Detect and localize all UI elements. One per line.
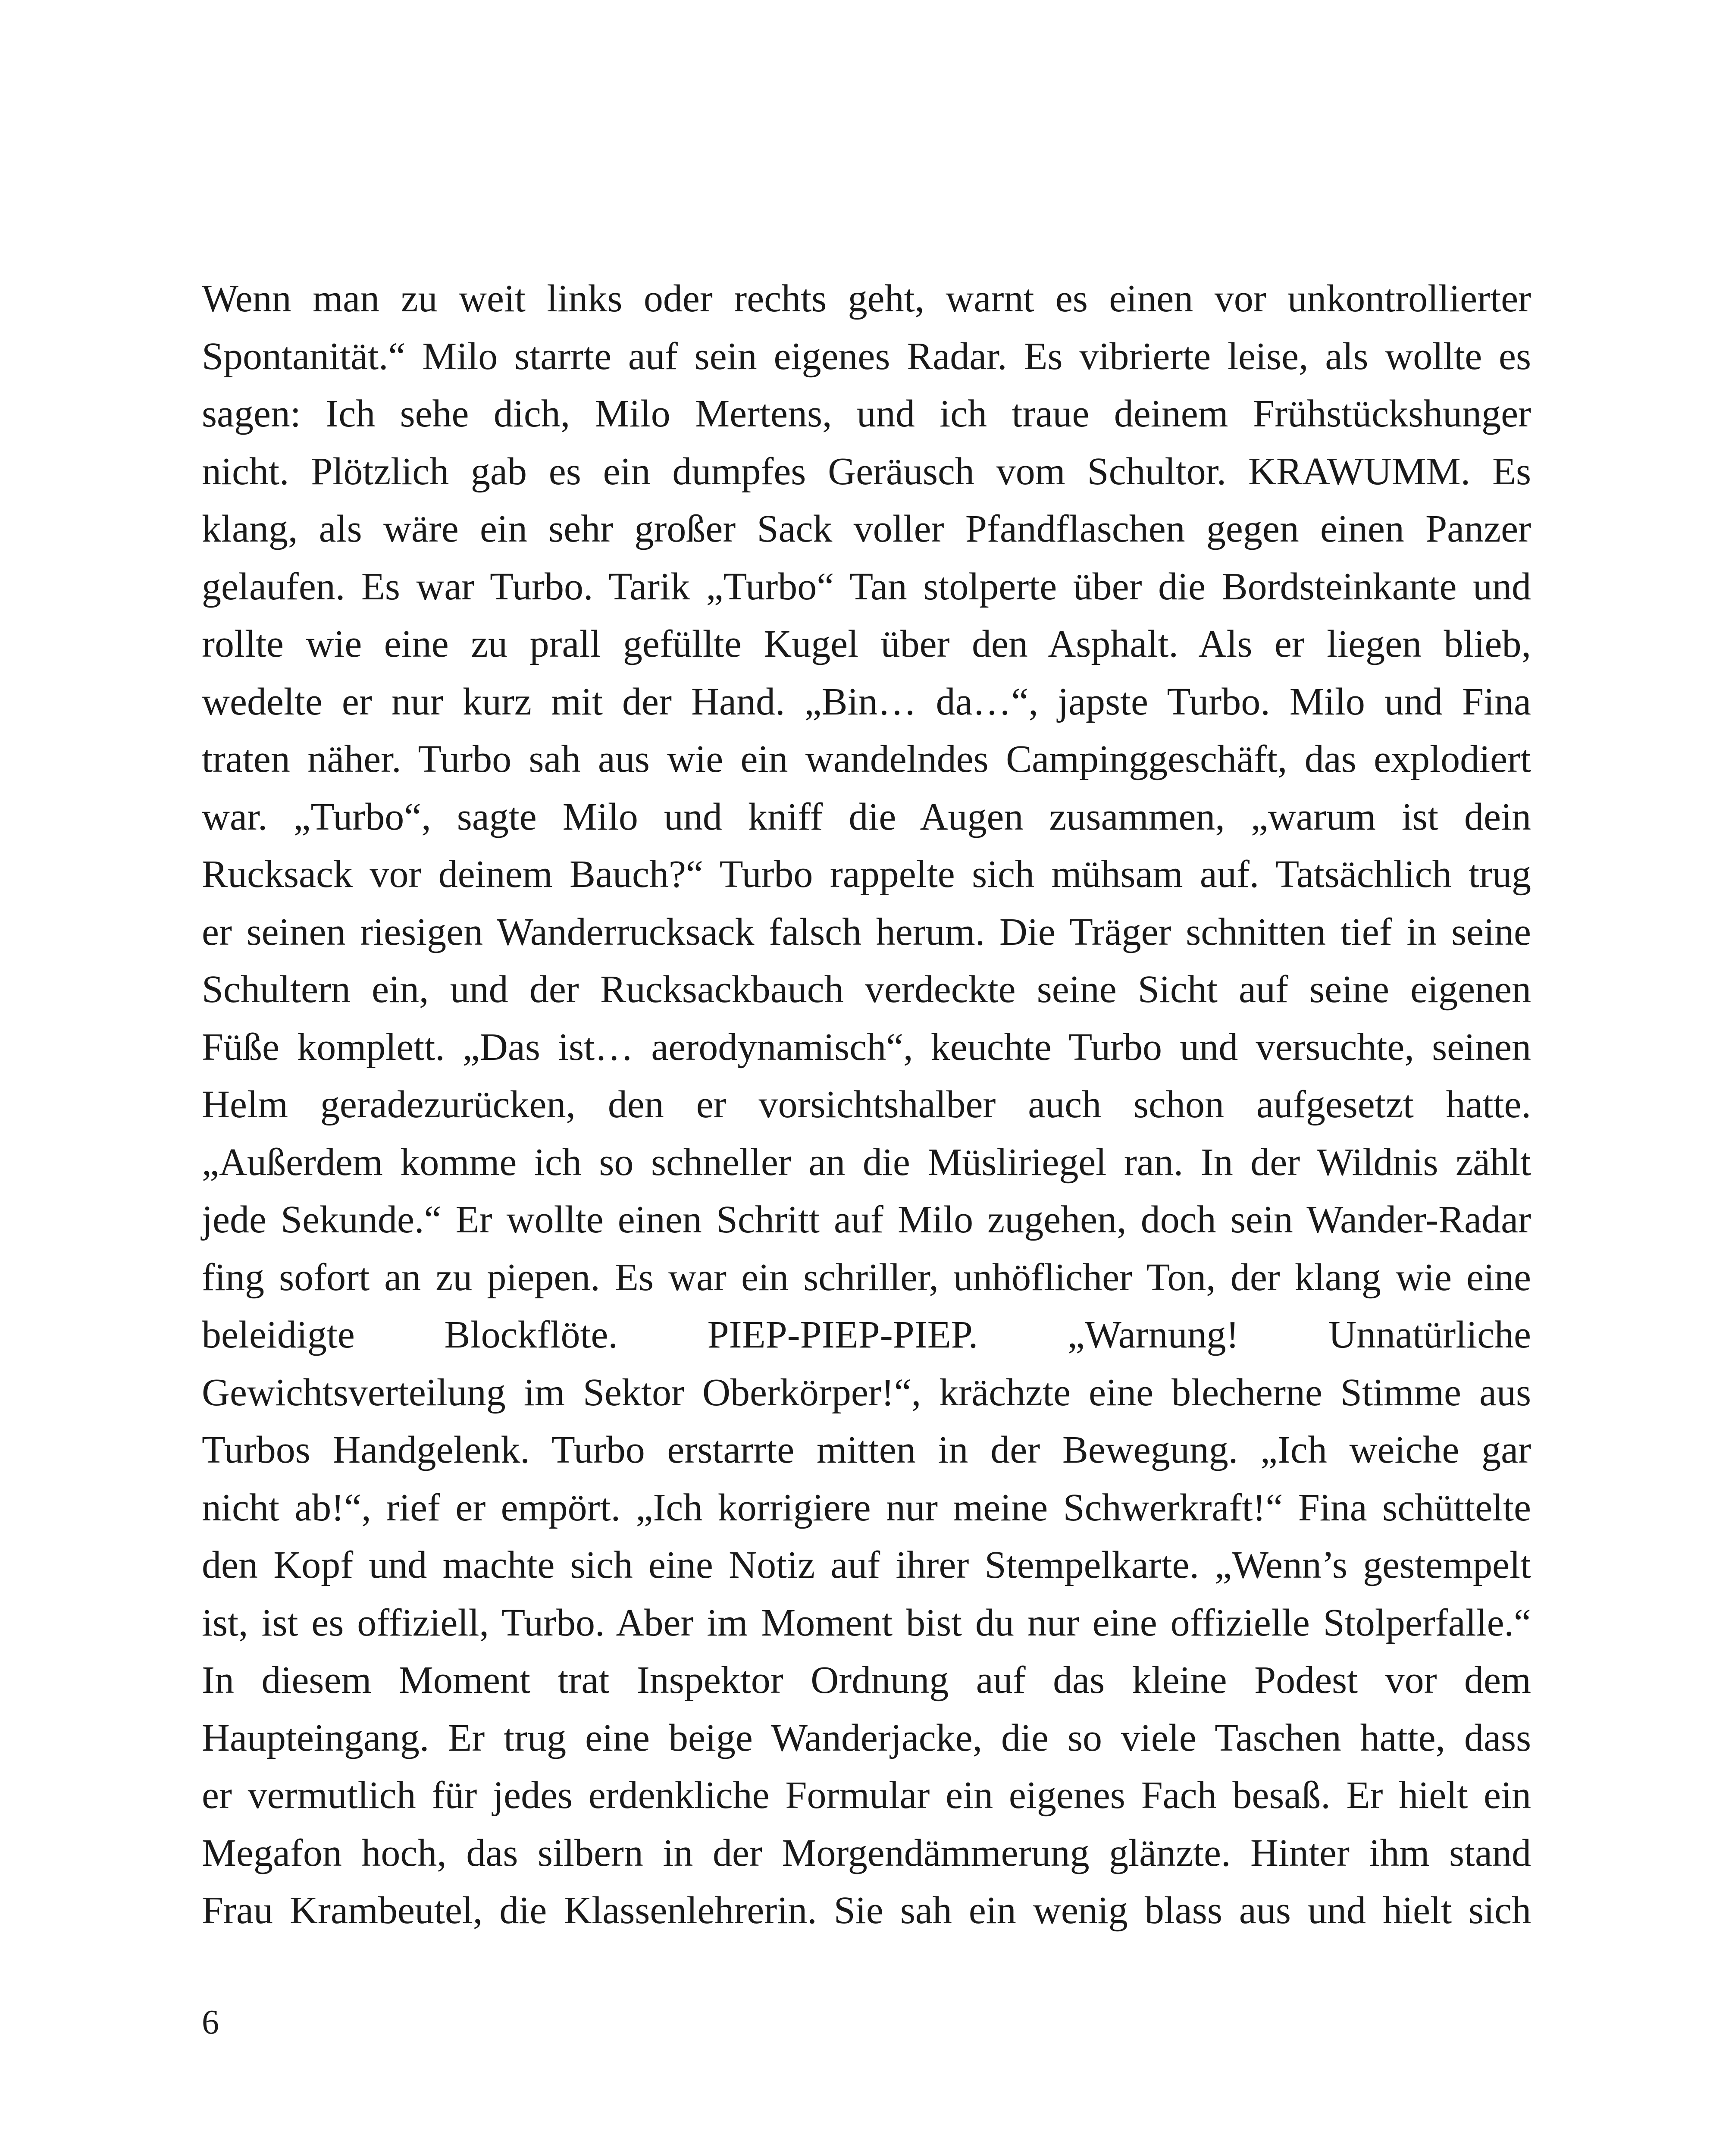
text-line: Haupteingang. Er trug eine beige Wanderjacke, die so viele Taschen hatte, dass <box>202 1716 1531 1759</box>
text-line: Wenn man zu weit links oder rechts geht, warnt es einen vor unkontrollierter <box>202 277 1531 320</box>
text-line: den Kopf und machte sich eine Notiz auf ihrer Stempelkarte. „Wenn’s gestempelt <box>202 1544 1531 1586</box>
text-line: „Außerdem komme ich so schneller an die Müsliriegel ran. In der Wildnis zählt <box>202 1141 1531 1184</box>
text-line: In diesem Moment trat Inspektor Ordnung auf das kleine Podest vor dem <box>202 1659 1531 1702</box>
text-line: er seinen riesigen Wanderrucksack falsch herum. Die Träger schnitten tief in seine <box>202 910 1531 953</box>
text-line: jede Sekunde.“ Er wollte einen Schritt auf Milo zugehen, doch sein Wander-Radar <box>202 1198 1531 1241</box>
text-line: Rucksack vor deinem Bauch?“ Turbo rappelte sich mühsam auf. Tatsächlich trug <box>202 853 1531 896</box>
text-line: Spontanität.“ Milo starrte auf sein eigenes Radar. Es vibrierte leise, als wollte es <box>202 335 1531 378</box>
text-line: nicht ab!“, rief er empört. „Ich korrigiere nur meine Schwerkraft!“ Fina schüttelte <box>202 1486 1531 1529</box>
text-line: Schultern ein, und der Rucksackbauch verdeckte seine Sicht auf seine eigenen <box>202 968 1531 1011</box>
text-line: Frau Krambeutel, die Klassenlehrerin. Sie sah ein wenig blass aus und hielt sich <box>202 1889 1531 1932</box>
text-line: Gewichtsverteilung im Sektor Oberkörper!“, krächzte eine blecherne Stimme aus <box>202 1371 1531 1414</box>
text-line: fing sofort an zu piepen. Es war ein schriller, unhöflicher Ton, der klang wie eine <box>202 1256 1531 1299</box>
text-line: gelaufen. Es war Turbo. Tarik „Turbo“ Tan stolperte über die Bordsteinkante und <box>202 565 1531 608</box>
text-line: wedelte er nur kurz mit der Hand. „Bin… da…“, japste Turbo. Milo und Fina <box>202 680 1531 723</box>
text-line: sagen: Ich sehe dich, Milo Mertens, und ich traue deinem Frühstückshunger <box>202 392 1531 435</box>
page-number: 6 <box>202 2003 219 2041</box>
text-line: traten näher. Turbo sah aus wie ein wandelndes Campinggeschäft, das explodiert <box>202 738 1531 780</box>
text-line: nicht. Plötzlich gab es ein dumpfes Geräusch vom Schultor. KRAWUMM. Es <box>202 450 1531 493</box>
text-line: Turbos Handgelenk. Turbo erstarrte mitten in der Bewegung. „Ich weiche gar <box>202 1429 1531 1471</box>
text-line: Helm geradezurücken, den er vorsichtshalber auch schon aufgesetzt hatte. <box>202 1083 1531 1126</box>
text-line: Füße komplett. „Das ist… aerodynamisch“, keuchte Turbo und versuchte, seinen <box>202 1025 1531 1069</box>
text-line: ist, ist es offiziell, Turbo. Aber im Moment bist du nur eine offizielle Stolperfalle.“ <box>202 1601 1531 1644</box>
text-line: Megafon hoch, das silbern in der Morgendämmerung glänzte. Hinter ihm stand <box>202 1831 1531 1874</box>
body-text <box>202 270 1531 1940</box>
text-line: war. „Turbo“, sagte Milo und kniff die Augen zusammen, „warum ist dein <box>202 795 1531 838</box>
text-line: rollte wie eine zu prall gefüllte Kugel über den Asphalt. Als er liegen blieb, <box>202 623 1531 665</box>
text-line: er vermutlich für jedes erdenkliche Formular ein eigenes Fach besaß. Er hielt ein <box>202 1774 1531 1817</box>
text-line: beleidigte Blockflöte. PIEP-PIEP-PIEP. „Warnung! Unnatürliche <box>202 1313 1531 1356</box>
text-line: klang, als wäre ein sehr großer Sack voller Pfandflaschen gegen einen Panzer <box>202 508 1531 550</box>
